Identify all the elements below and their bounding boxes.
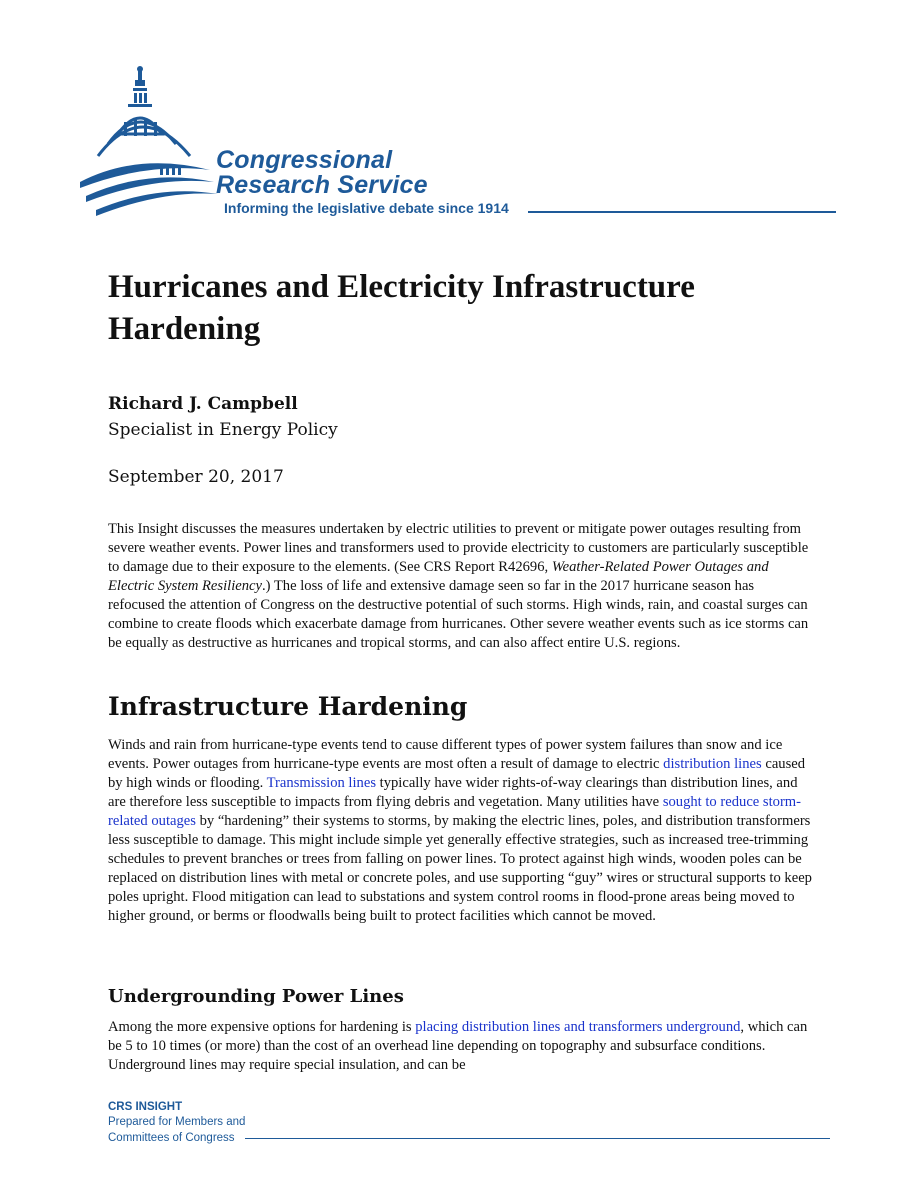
footer-label: CRS INSIGHT [108, 1101, 183, 1113]
brand-name-line1: Congressional [216, 146, 393, 174]
brand-name-line2: Research Service [216, 171, 428, 199]
paragraph-text: Winds and rain from hurricane-type events tend to cause different types of power system failures than snow and ice events. Power outages from hurricane-type events are most often a result of damage to electric [108, 737, 783, 772]
undergrounding-paragraph [108, 1018, 813, 1075]
footer-rule [245, 1138, 830, 1139]
section-heading-undergrounding: Undergrounding Power Lines [108, 986, 404, 1007]
paragraph-text: typically have wider rights-of-way clearings than distribution lines, and are therefore less susceptible to impacts from flying debris and vegetation. Many utilities have [108, 775, 798, 810]
intro-text: This Insight discusses the measures undertaken by electric utilities to prevent or mitigate power outages resulting from severe weather events. Power lines and transformers used to provide electricity to customers are particularly susceptible to damage due to their exposure to the elements. (See CRS Report R42696, [108, 521, 809, 575]
report-title: Weather-Related Power Outages and Electric System Resiliency [108, 559, 769, 594]
document-title: Hurricanes and Electricity Infrastructure Hardening [108, 269, 695, 347]
distribution-lines-link[interactable]: distribution lines [663, 756, 762, 772]
author-title: Specialist in Energy Policy [108, 420, 338, 440]
footer-line2: Committees of Congress [108, 1132, 235, 1144]
transmission-lines-link[interactable]: Transmission lines [266, 775, 376, 791]
paragraph-text: caused by high winds or flooding. [108, 756, 806, 791]
underground-lines-link[interactable]: placing distribution lines and transformers underground [415, 1019, 741, 1035]
brand-tagline: Informing the legislative debate since 1914 [224, 200, 509, 216]
section-heading-infrastructure-hardening: Infrastructure Hardening [108, 692, 468, 721]
intro-text: .) The loss of life and extensive damage seen so far in the 2017 hurricane season has refocused the attention of Congress on the destructive potential of such storms. High winds, rain, and coastal surges can combine to create floods which exacerbate damage from hurricanes. Other severe weather events such as ice storms can be equally as destructive as hurricanes and tropical storms, and can also affect entire U.S. regions. [108, 578, 809, 651]
paragraph-text: Among the more expensive options for hardening is [108, 1019, 416, 1035]
paragraph-text: , which can be 5 to 10 times (or more) than the cost of an overhead line depending on topography and subsurface conditions. Underground lines may require special insulation, and can be [108, 1019, 808, 1073]
crs-logo [78, 64, 838, 224]
author-name: Richard J. Campbell [108, 394, 298, 414]
capitol-dome-icon [78, 64, 218, 224]
intro-paragraph [108, 520, 813, 653]
paragraph-text: by “hardening” their systems to storms, by making the electric lines, poles, and distribution transformers less susceptible to damage. This might include simple yet generally effective strategies, such as increased tree-trimming schedules to prevent branches or trees from falling on power lines. To protect against high winds, wooden poles can be replaced on distribution lines with metal or concrete poles, and use supporting “guy” wires or structural supports to keep poles upright. Flood mitigation can lead to substations and system control rooms in flood-prone areas being moved to higher ground, or berms or floodwalls being built to protect facilities which cannot be moved. [108, 813, 812, 924]
storm-outages-link[interactable]: sought to reduce storm-related outages [108, 794, 802, 829]
tagline-rule [528, 211, 836, 213]
footer-line1: Prepared for Members and [108, 1116, 246, 1128]
infrastructure-paragraph [108, 736, 813, 926]
publication-date: September 20, 2017 [108, 467, 284, 487]
